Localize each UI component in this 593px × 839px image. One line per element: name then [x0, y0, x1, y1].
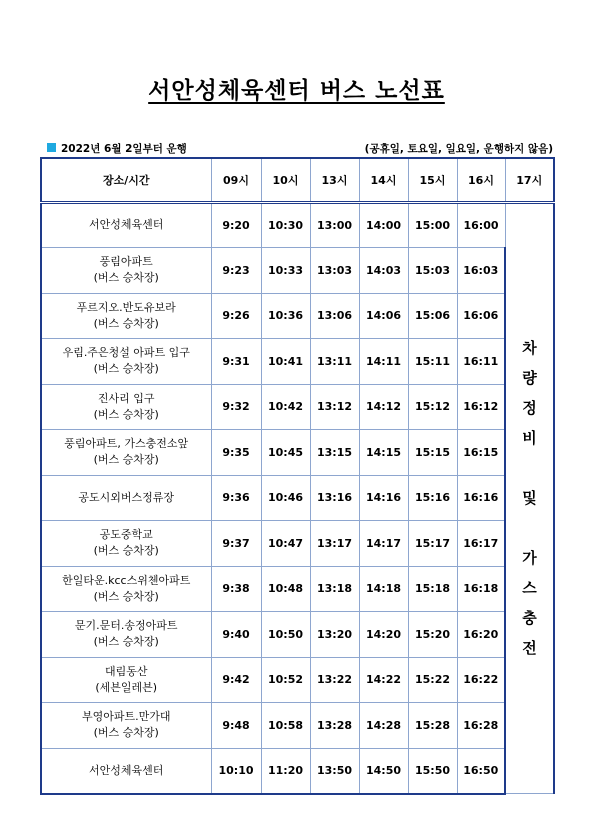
departure-time: 15:22	[408, 657, 457, 703]
departure-time: 14:18	[359, 566, 408, 612]
departure-time: 13:18	[310, 566, 359, 612]
maintenance-note-char: 및	[522, 489, 537, 508]
departure-time: 14:11	[359, 339, 408, 385]
stop-name-cell	[41, 748, 211, 794]
departure-time: 16:11	[457, 339, 505, 385]
stop-name-cell	[41, 566, 211, 612]
departure-time: 9:40	[211, 612, 261, 658]
departure-time: 10:52	[261, 657, 310, 703]
maintenance-note-char: 차	[522, 339, 537, 358]
departure-time: 13:11	[310, 339, 359, 385]
departure-time: 9:48	[211, 703, 261, 749]
departure-time: 15:11	[408, 339, 457, 385]
no-service-note: (공휴일, 토요일, 일요일, 운행하지 않음)	[364, 143, 553, 155]
departure-time: 10:47	[261, 521, 310, 567]
departure-time: 14:06	[359, 293, 408, 339]
stop-detail: (버스 승차장)	[93, 362, 159, 376]
departure-time: 9:38	[211, 566, 261, 612]
header-hour: 17시	[505, 158, 554, 202]
stop-name-cell	[41, 202, 211, 248]
stop-detail: (버스 승차장)	[93, 453, 159, 467]
departure-time: 13:00	[310, 202, 359, 248]
departure-time: 16:15	[457, 430, 505, 476]
stop-name-cell	[41, 521, 211, 567]
departure-time: 15:03	[408, 248, 457, 294]
departure-time: 14:16	[359, 475, 408, 521]
table-row	[41, 566, 554, 612]
stop-detail: (버스 승차장)	[93, 316, 159, 330]
maintenance-note-char: 정	[522, 399, 537, 418]
departure-time: 10:50	[261, 612, 310, 658]
stop-name: 한일타운.kcc스위첸아파트	[62, 573, 191, 587]
departure-time: 9:37	[211, 521, 261, 567]
departure-time: 15:20	[408, 612, 457, 658]
departure-time: 15:06	[408, 293, 457, 339]
departure-time: 15:50	[408, 748, 457, 794]
departure-time: 9:23	[211, 248, 261, 294]
maintenance-note-char: 량	[522, 369, 537, 388]
departure-time: 10:42	[261, 384, 310, 430]
departure-time: 13:03	[310, 248, 359, 294]
stop-name: 우림.주은청설 아파트 입구	[62, 346, 190, 360]
departure-time: 10:46	[261, 475, 310, 521]
departure-time: 10:10	[211, 748, 261, 794]
table-row	[41, 248, 554, 294]
departure-time: 10:41	[261, 339, 310, 385]
departure-time: 14:03	[359, 248, 408, 294]
schedule-info	[40, 140, 553, 156]
table-row	[41, 202, 554, 248]
departure-time: 13:28	[310, 703, 359, 749]
departure-time: 13:50	[310, 748, 359, 794]
page-title-text: 서안성체육센터 버스 노선표	[148, 78, 445, 104]
start-date-text: 2022년 6월 2일부터 운행	[61, 143, 187, 155]
stop-name: 대림동산	[104, 664, 148, 678]
departure-time: 15:15	[408, 430, 457, 476]
maintenance-note-char: 가	[522, 549, 537, 568]
stop-detail: (버스 승차장)	[93, 726, 159, 740]
stop-name-cell	[41, 339, 211, 385]
departure-time: 15:16	[408, 475, 457, 521]
stop-name: 서안성체육센터	[89, 763, 164, 777]
departure-time: 16:00	[457, 202, 505, 248]
departure-time: 15:12	[408, 384, 457, 430]
stop-detail: (버스 승차장)	[93, 544, 159, 558]
stop-name-cell	[41, 248, 211, 294]
departure-time: 13:17	[310, 521, 359, 567]
departure-time: 10:33	[261, 248, 310, 294]
departure-time: 9:20	[211, 202, 261, 248]
departure-time: 9:36	[211, 475, 261, 521]
maintenance-note-char: 비	[522, 429, 537, 448]
table-row	[41, 384, 554, 430]
stop-name-cell	[41, 657, 211, 703]
departure-time: 16:12	[457, 384, 505, 430]
departure-time: 9:42	[211, 657, 261, 703]
header-hour: 16시	[457, 158, 505, 202]
departure-time: 16:17	[457, 521, 505, 567]
departure-time: 16:50	[457, 748, 505, 794]
departure-time: 16:22	[457, 657, 505, 703]
departure-time: 15:17	[408, 521, 457, 567]
stop-name: 부영아파트.만가대	[81, 710, 171, 724]
departure-time: 14:12	[359, 384, 408, 430]
departure-time: 13:06	[310, 293, 359, 339]
departure-time: 16:06	[457, 293, 505, 339]
stop-name: 공도시외버스정류장	[78, 490, 175, 504]
departure-time: 10:48	[261, 566, 310, 612]
stop-name-cell	[41, 384, 211, 430]
departure-time: 14:15	[359, 430, 408, 476]
stop-name-cell	[41, 293, 211, 339]
departure-time: 13:15	[310, 430, 359, 476]
table-row	[41, 430, 554, 476]
header-hour: 10시	[261, 158, 310, 202]
departure-time: 16:03	[457, 248, 505, 294]
stop-name-cell	[41, 430, 211, 476]
header-hour: 14시	[359, 158, 408, 202]
page-title	[0, 72, 593, 105]
departure-time: 11:20	[261, 748, 310, 794]
departure-time: 15:18	[408, 566, 457, 612]
departure-time: 14:00	[359, 202, 408, 248]
stop-name: 푸르지오.반도유보라	[76, 300, 176, 314]
stop-name: 서안성체육센터	[89, 218, 164, 232]
stop-detail: (버스 승차장)	[93, 271, 159, 285]
stop-name: 진사리 입구	[97, 391, 155, 405]
departure-time: 10:58	[261, 703, 310, 749]
stop-name-cell	[41, 612, 211, 658]
departure-time: 10:30	[261, 202, 310, 248]
stop-detail: (버스 승차장)	[93, 407, 159, 421]
table-row	[41, 339, 554, 385]
departure-time: 14:28	[359, 703, 408, 749]
table-row	[41, 748, 554, 794]
stop-name: 풍림아파트, 가스충전소앞	[64, 437, 189, 451]
departure-time: 16:28	[457, 703, 505, 749]
table-row	[41, 293, 554, 339]
maintenance-note-char: 충	[522, 609, 537, 628]
stop-name-cell	[41, 475, 211, 521]
header-row	[41, 158, 554, 202]
departure-time: 14:20	[359, 612, 408, 658]
departure-time: 10:45	[261, 430, 310, 476]
departure-time: 9:26	[211, 293, 261, 339]
departure-time: 13:22	[310, 657, 359, 703]
table-row	[41, 657, 554, 703]
header-hour: 09시	[211, 158, 261, 202]
stop-detail: (버스 승차장)	[93, 589, 159, 603]
stop-name: 공도중학교	[99, 528, 153, 542]
header-place-time: 장소/시간	[41, 158, 211, 202]
stop-detail: (세븐일레븐)	[95, 680, 158, 694]
maintenance-note-char: 전	[522, 639, 537, 658]
maintenance-note-char: 스	[522, 579, 537, 598]
bus-timetable	[40, 157, 555, 795]
departure-time: 9:32	[211, 384, 261, 430]
departure-time: 13:12	[310, 384, 359, 430]
table-row	[41, 703, 554, 749]
header-hour: 13시	[310, 158, 359, 202]
header-hour: 15시	[408, 158, 457, 202]
departure-time: 15:00	[408, 202, 457, 248]
departure-time: 16:16	[457, 475, 505, 521]
departure-time: 16:20	[457, 612, 505, 658]
stop-detail: (버스 승차장)	[93, 635, 159, 649]
square-bullet-icon	[47, 143, 56, 152]
departure-time: 14:17	[359, 521, 408, 567]
departure-time: 15:28	[408, 703, 457, 749]
departure-time: 9:35	[211, 430, 261, 476]
departure-time: 13:16	[310, 475, 359, 521]
timetable-body	[41, 202, 554, 794]
table-row	[41, 612, 554, 658]
table-row	[41, 475, 554, 521]
maintenance-note-cell	[505, 202, 554, 794]
stop-name-cell	[41, 703, 211, 749]
departure-time: 9:31	[211, 339, 261, 385]
departure-time: 13:20	[310, 612, 359, 658]
stop-name: 풍림아파트	[99, 255, 153, 269]
stop-name: 문기.문터.송정아파트	[74, 619, 178, 633]
departure-time: 14:50	[359, 748, 408, 794]
departure-time: 16:18	[457, 566, 505, 612]
departure-time: 14:22	[359, 657, 408, 703]
table-row	[41, 521, 554, 567]
departure-time: 10:36	[261, 293, 310, 339]
